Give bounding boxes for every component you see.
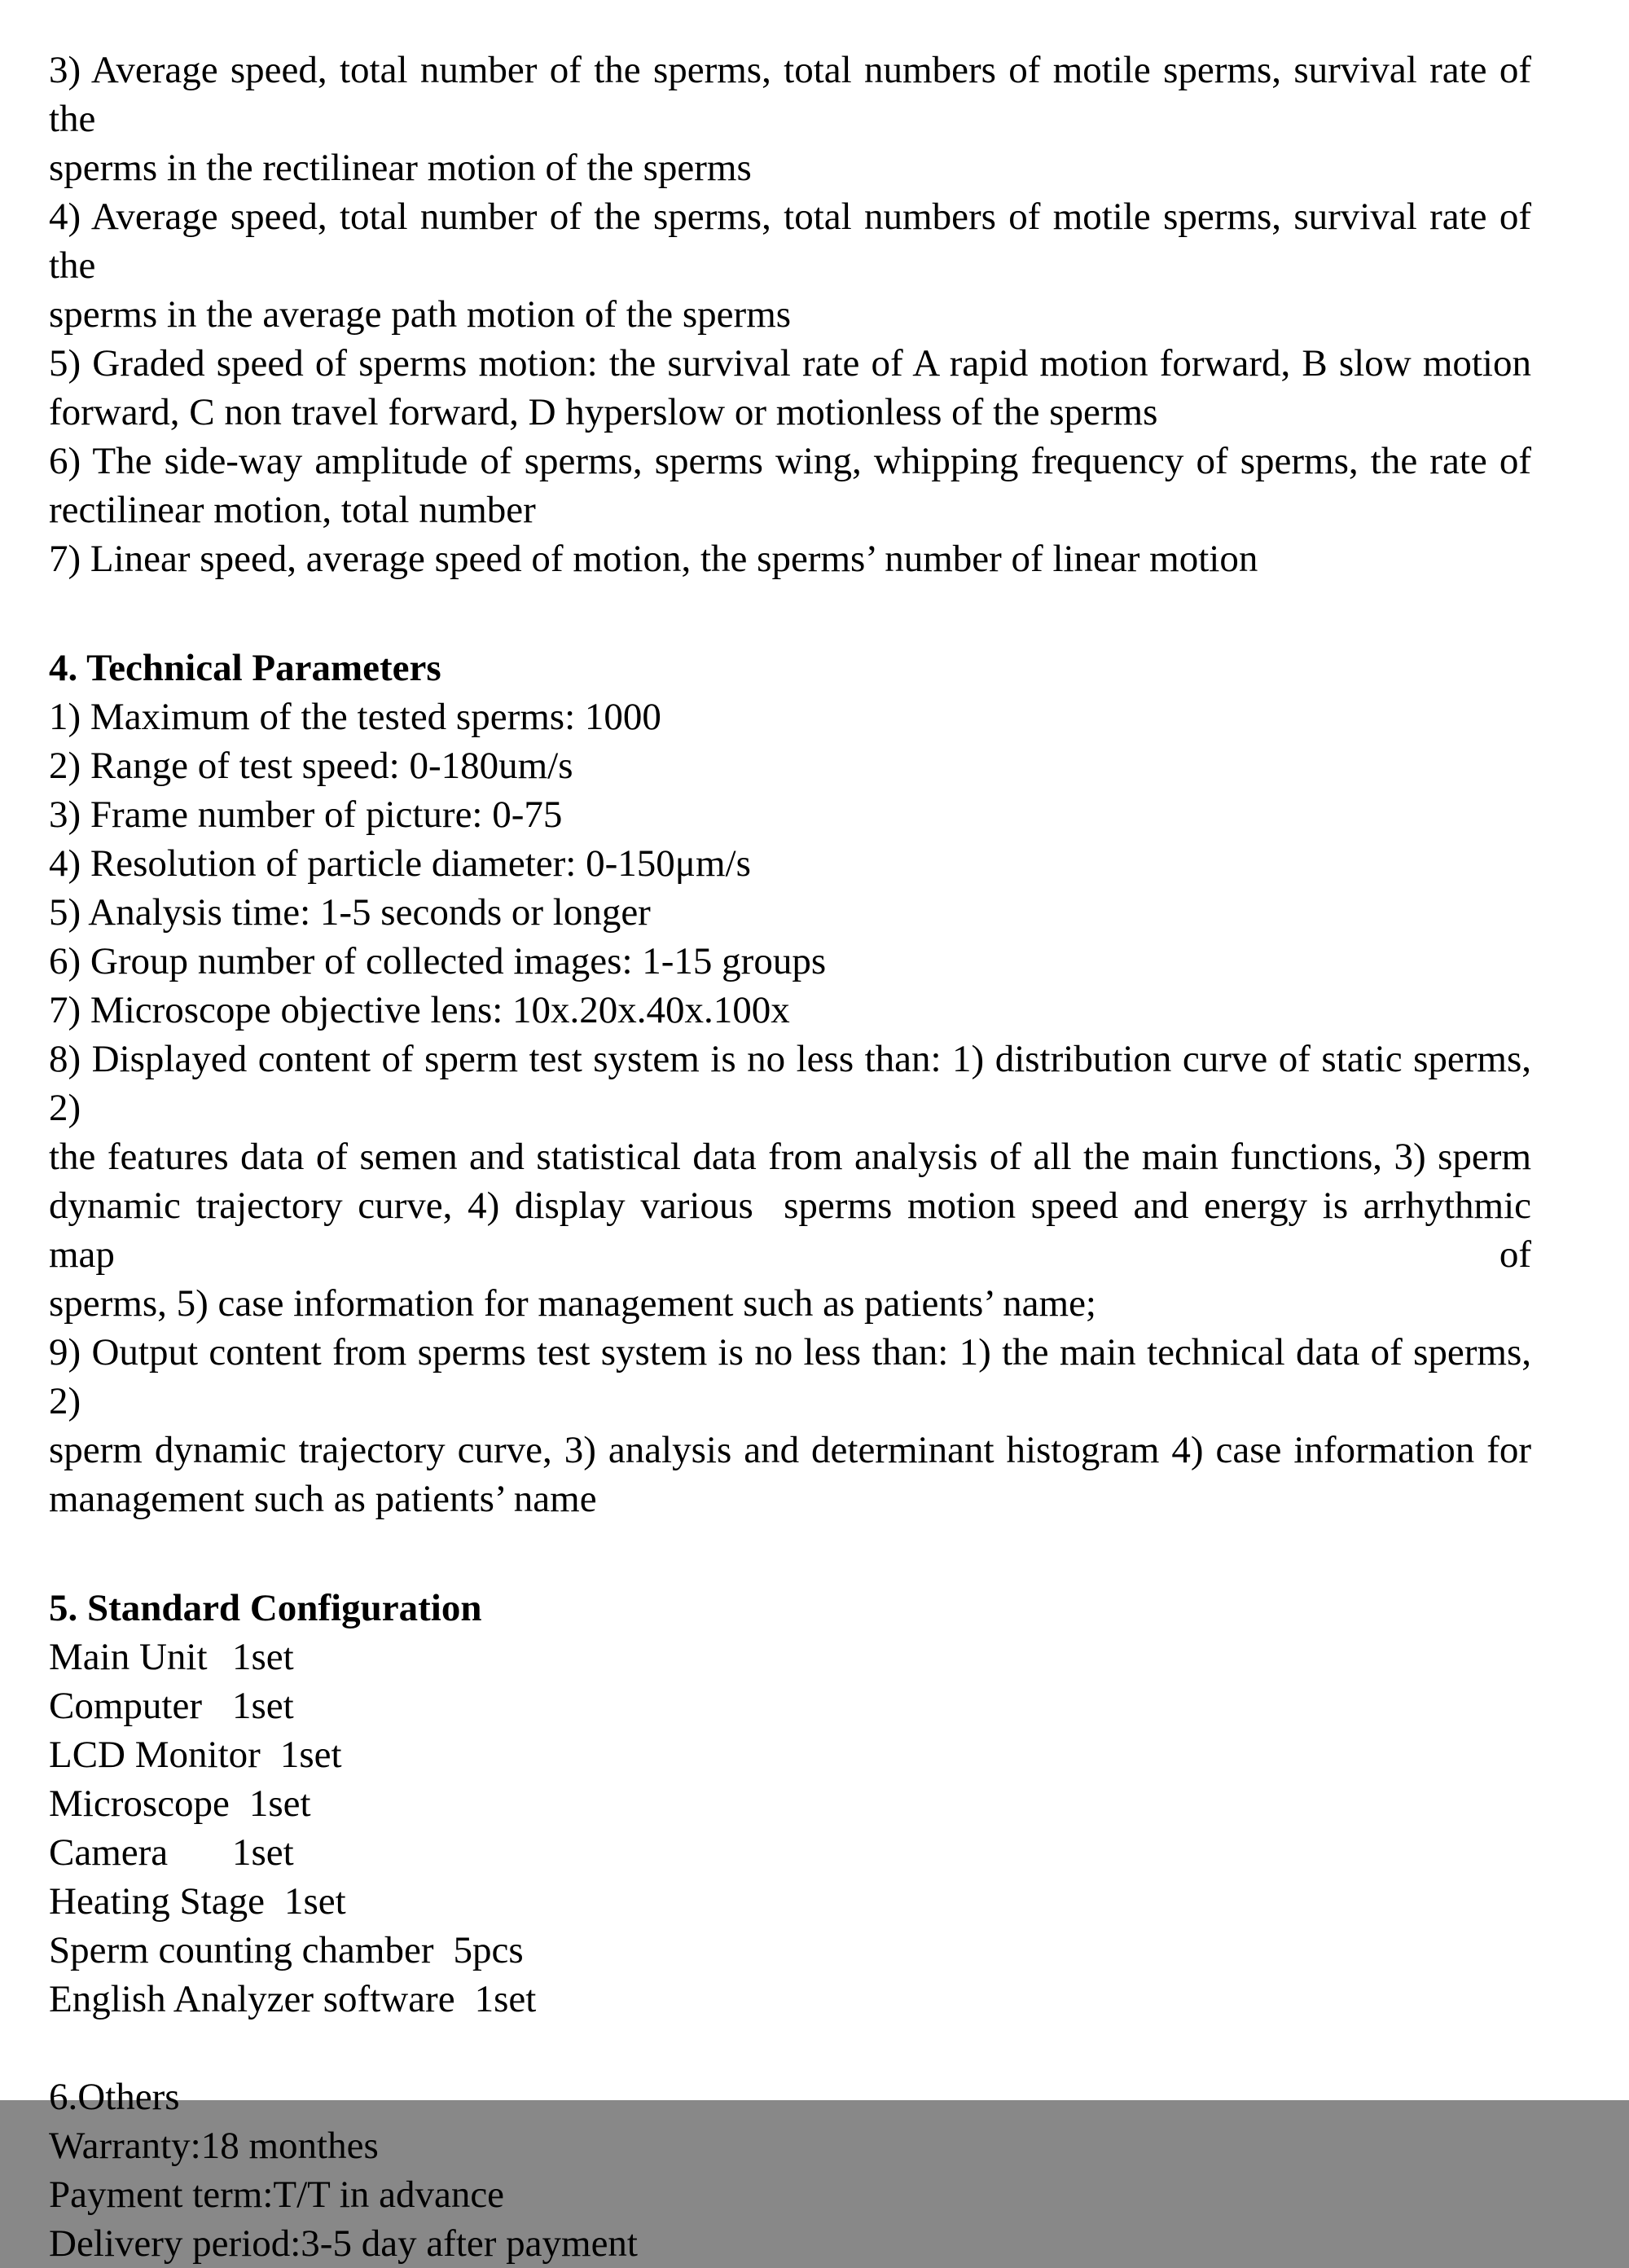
others-heading: 6.Others <box>49 2076 180 2118</box>
configuration-item-quantity: 1set <box>232 1636 294 1678</box>
configuration-item-name: English Analyzer software <box>49 1978 455 2020</box>
configuration-row <box>49 1828 1531 1877</box>
motion-parameter-line: sperms in the average path motion of the sperms <box>49 293 792 336</box>
technical-parameter-line: sperm dynamic trajectory curve, 3) analysis and determinant histogram 4) case information for <box>49 1429 1531 1471</box>
others-line: Payment term:T/T in advance <box>49 2174 505 2216</box>
configuration-item-quantity: 5pcs <box>453 1929 524 1971</box>
motion-parameter-line: 4) Average speed, total number of the sperms, total numbers of motile sperms, survival rate of the <box>49 196 1531 287</box>
technical-parameter-line: dynamic trajectory curve, 4) display various sperms motion speed and energy is arrhythmic map of <box>49 1185 1531 1276</box>
technical-parameter-line: 9) Output content from sperms test system is no less than: 1) the main technical data of sperms, 2) <box>49 1331 1531 1422</box>
others-line: Delivery period:3-5 day after payment <box>49 2222 638 2265</box>
motion-parameter-line: sperms in the rectilinear motion of the sperms <box>49 147 752 189</box>
technical-parameter-line: 4) Resolution of particle diameter: 0-150μm/s <box>49 842 751 885</box>
motion-parameter-line: forward, C non travel forward, D hyperslow or motionless of the sperms <box>49 391 1158 433</box>
motion-parameter-line: 3) Average speed, total number of the sperms, total numbers of motile sperms, survival rate of the <box>49 49 1531 140</box>
technical-parameter-line: 1) Maximum of the tested sperms: 1000 <box>49 696 661 738</box>
motion-parameter-line: rectilinear motion, total number <box>49 489 536 531</box>
configuration-row <box>49 1779 1531 1828</box>
configuration-row <box>49 1877 1531 1926</box>
configuration-item-name: Computer <box>49 1685 202 1727</box>
configuration-item-quantity: 1set <box>248 1782 311 1825</box>
configuration-row <box>49 1975 1531 2024</box>
configuration-item-quantity: 1set <box>232 1685 294 1727</box>
configuration-row <box>49 1681 1531 1730</box>
technical-parameter-line: sperms, 5) case information for management such as patients’ name; <box>49 1282 1096 1325</box>
configuration-item-name: Main Unit <box>49 1636 208 1678</box>
technical-parameter-line: 2) Range of test speed: 0-180um/s <box>49 745 573 787</box>
configuration-item-quantity: 1set <box>474 1978 537 2020</box>
configuration-row <box>49 1633 1531 1681</box>
standard-configuration-heading: 5. Standard Configuration <box>49 1587 482 1629</box>
technical-parameter-line: 5) Analysis time: 1-5 seconds or longer <box>49 891 651 934</box>
configuration-item-name: LCD Monitor <box>49 1734 261 1776</box>
configuration-item-quantity: 1set <box>279 1734 342 1776</box>
configuration-item-quantity: 1set <box>232 1831 294 1874</box>
technical-parameter-line: the features data of semen and statistical data from analysis of all the main functions, 3) sperm <box>49 1136 1531 1178</box>
configuration-item-name: Microscope <box>49 1782 230 1825</box>
technical-parameters-heading: 4. Technical Parameters <box>49 647 441 689</box>
configuration-item-name: Sperm counting chamber <box>49 1929 434 1971</box>
motion-parameter-line: 6) The side-way amplitude of sperms, sperms wing, whipping frequency of sperms, the rate of <box>49 440 1531 482</box>
motion-parameter-line: 7) Linear speed, average speed of motion, the sperms’ number of linear motion <box>49 538 1258 580</box>
configuration-item-name: Camera <box>49 1831 169 1874</box>
technical-parameter-line: management such as patients’ name <box>49 1478 597 1520</box>
others-line: Warranty:18 monthes <box>49 2125 379 2167</box>
configuration-item-quantity: 1set <box>283 1880 346 1923</box>
blank-line <box>49 583 1531 632</box>
configuration-item-name: Heating Stage <box>49 1880 265 1923</box>
configuration-row <box>49 1926 1531 1975</box>
motion-parameter-line: 5) Graded speed of sperms motion: the survival rate of A rapid motion forward, B slow motion <box>49 342 1531 385</box>
blank-line <box>49 2024 1531 2072</box>
technical-parameter-line: 6) Group number of collected images: 1-15 groups <box>49 940 827 982</box>
technical-parameter-line: 3) Frame number of picture: 0-75 <box>49 793 563 836</box>
blank-line <box>49 1523 1531 1572</box>
technical-parameter-line: 7) Microscope objective lens: 10x.20x.40x.100x <box>49 989 790 1031</box>
configuration-row <box>49 1730 1531 1779</box>
technical-parameter-line: 8) Displayed content of sperm test system is no less than: 1) distribution curve of static sperms, 2) <box>49 1038 1531 1129</box>
